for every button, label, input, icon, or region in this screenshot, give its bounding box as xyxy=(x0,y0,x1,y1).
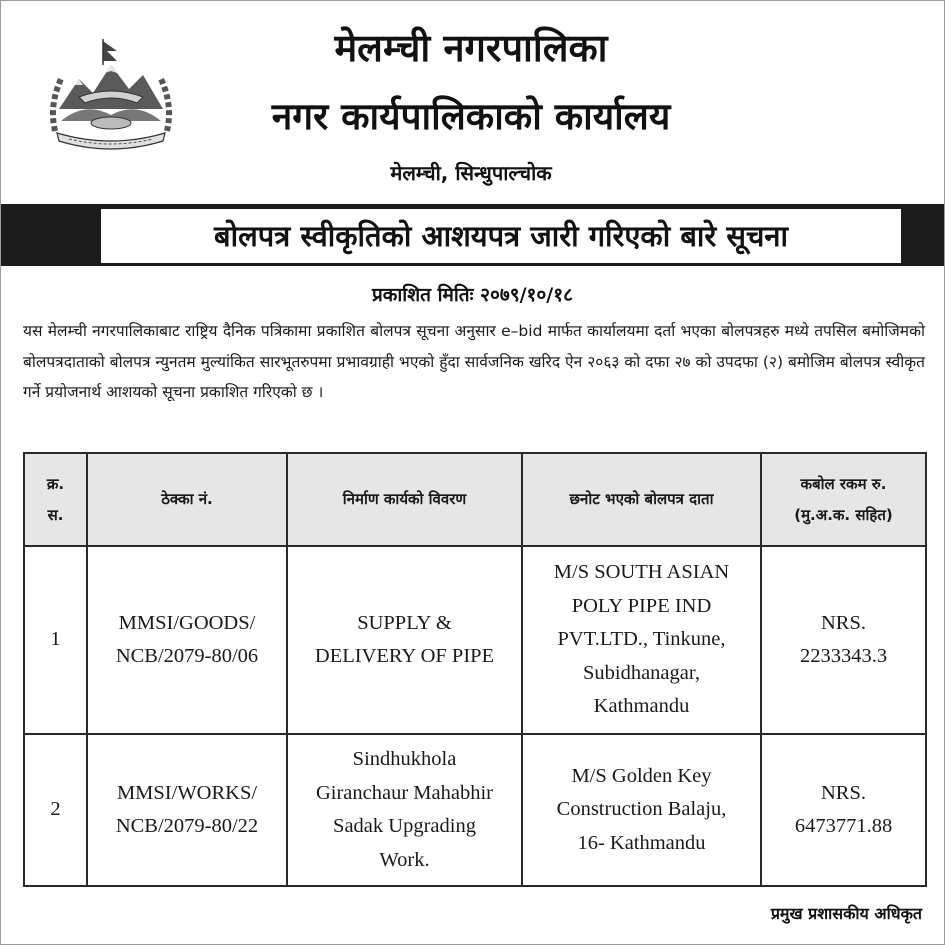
notice-title: बोलपत्र स्वीकृतिको आशयपत्र जारी गरिएको बारे सूचना xyxy=(101,209,901,263)
header-bid-amount: कबोल रकम रु. (मु.अ.क. सहित) xyxy=(761,453,926,546)
cell-bid-amount: NRS. 6473771.88 xyxy=(761,734,926,886)
office-name: नगर कार्यपालिकाको कार्यालय xyxy=(271,95,671,138)
header-selected-bidder: छनोट भएको बोलपत्र दाता xyxy=(522,453,761,546)
tender-table xyxy=(23,452,927,887)
published-date: प्रकाशित मितिः २०७९/१०/१८ xyxy=(371,284,574,306)
table-row xyxy=(24,546,926,734)
cell-selected-bidder: M/S Golden Key Construction Balaju, 16- Kathmandu xyxy=(522,734,761,886)
header-contract-number: ठेक्का नं. xyxy=(87,453,287,546)
office-address: मेलम्ची, सिन्धुपाल्चोक xyxy=(390,161,552,185)
cell-work-description: Sindhukhola Giranchaur Mahabhir Sadak Upgrading Work. xyxy=(287,734,522,886)
table-header-row xyxy=(24,453,926,546)
header-serial-number: क्र. स. xyxy=(24,453,87,546)
cell-selected-bidder: M/S SOUTH ASIAN POLY PIPE IND PVT.LTD., Tinkune, Subidhanagar, Kathmandu xyxy=(522,546,761,734)
signatory-title: प्रमुख प्रशासकीय अधिकृत xyxy=(770,904,922,923)
cell-contract-number: MMSI/WORKS/ NCB/2079-80/22 xyxy=(87,734,287,886)
cell-contract-number: MMSI/GOODS/ NCB/2079-80/06 xyxy=(87,546,287,734)
cell-serial-number: 1 xyxy=(24,546,87,734)
header-work-description: निर्माण कार्यको विवरण xyxy=(287,453,522,546)
notice-body: यस मेलम्ची नगरपालिकाबाट राष्ट्रिय दैनिक पत्रिकामा प्रकाशित बोलपत्र सूचना अनुसार e–bid मार्फत कार्यालयमा दर्ता भएका बोलपत्रहरु मध्ये तपसिल बमोजिमको बोलपत्रदाताको बोलपत्र न्युनतम मुल्यांकित सारभूतरुपमा प्रभावग्राही भएको हुँदा सार्वजनिक खरिद ऐन २०६३ को दफा २७ को उपदफा (२) बमोजिम बोलपत्र स्वीकृत गर्ने प्रयोजनार्थ आशयको सूचना प्रकाशित गरिएको छ । xyxy=(23,322,925,401)
organization-name: मेलम्ची नगरपालिका xyxy=(334,26,608,70)
table-row xyxy=(24,734,926,886)
nepal-government-emblem-icon xyxy=(45,35,177,159)
cell-serial-number: 2 xyxy=(24,734,87,886)
cell-bid-amount: NRS. 2233343.3 xyxy=(761,546,926,734)
cell-work-description: SUPPLY & DELIVERY OF PIPE xyxy=(287,546,522,734)
